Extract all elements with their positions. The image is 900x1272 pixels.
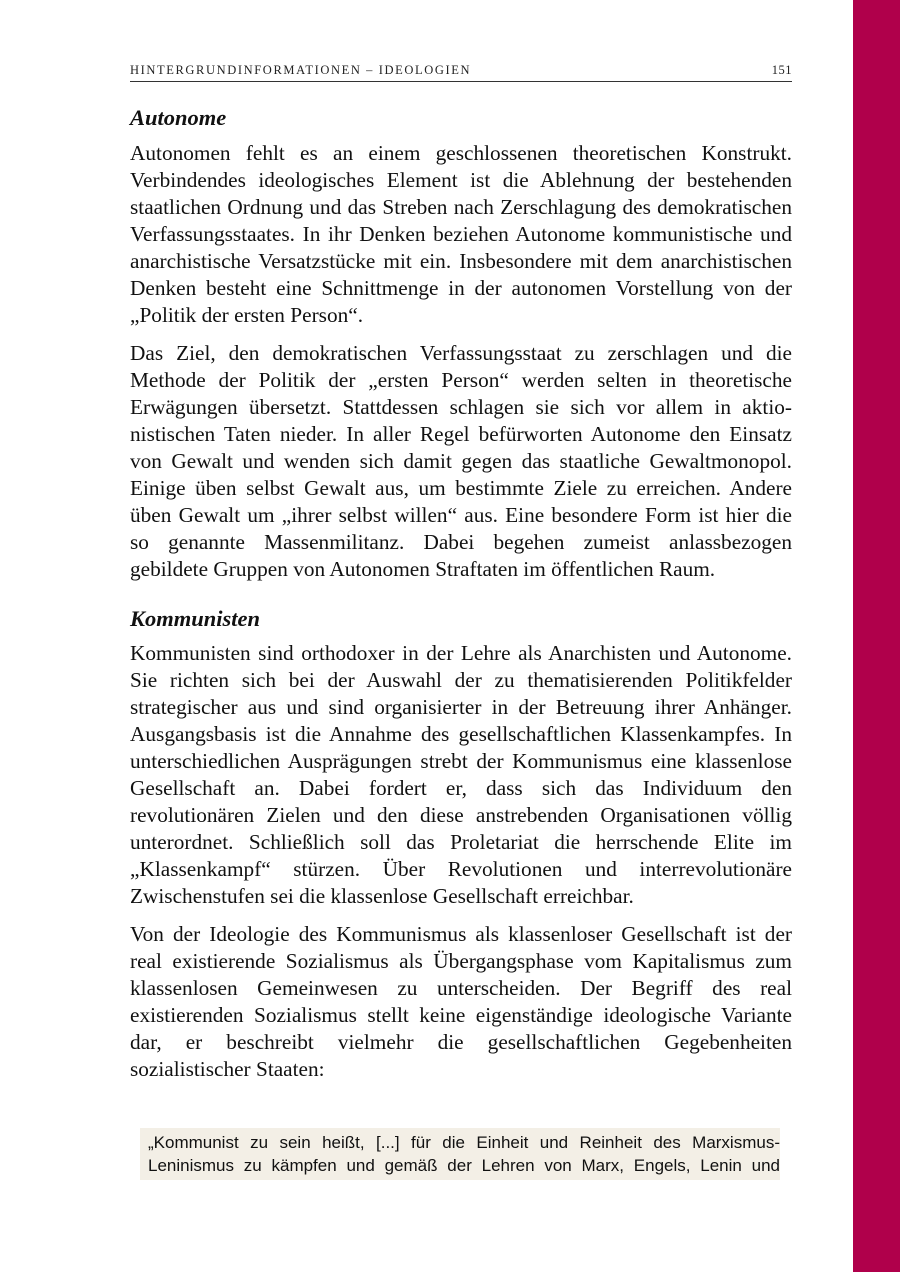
side-color-bar (853, 0, 900, 1272)
section-heading-autonome: Autonome (130, 105, 227, 130)
paragraph: Autonomen fehlt es an einem geschlossenen theoretischen Konstrukt. Verbindendes ideologisches Element ist die Ablehnung der bestehenden staatlichen Ordnung und das Streben nach Zerschlagung des demokratischen Verfassungsstaates. In ihr Denken beziehen Autonome kommunistische und anarchistische Versatzstücke mit ein. Insbesondere mit dem anarchistischen Denken besteht eine Schnittmenge in der autonomen Vorstellung von der „Politik der ersten Person“. (130, 141, 792, 327)
main-content (130, 100, 792, 1083)
paragraph: Kommunisten sind orthodoxer in der Lehre als Anarchisten und Autonome. Sie richten sich bei der Auswahl der zu thematisierenden Politikfelder strategischer aus und sind organisierter in der Betreuung ihrer Anhänger. Ausgangsbasis ist die Annahme des gesellschaftlichen Klassenkampfes. In unterschiedlichen Ausprägungen strebt der Kommunismus eine klassenlose Gesellschaft an. Dabei fordert er, dass sich das Individuum den revolutionären Zielen und den diese anstrebenden Organisationen völlig unterordnet. Schließlich soll das Proletariat die herrschende Elite im „Klassenkampf“ stürzen. Über Revolutionen und interrevolutionäre Zwischenstufen sei die klassenlose Gesellschaft erreichbar. (130, 641, 792, 908)
page-number: 151 (771, 63, 792, 77)
quote-box: „Kommunist zu sein heißt, [...] für die Einheit und Reinheit des Marxismus-Leninismus zu kämpfen und gemäß der Lehren von Marx, Engels, Lenin und (140, 1128, 780, 1180)
paragraph: Das Ziel, den demokratischen Verfassungsstaat zu zerschlagen und die Methode der Politik der „ersten Person“ werden selten in theoretische Erwägungen übersetzt. Stattdessen schlagen sie sich vor allem in aktionistischen Taten nieder. In aller Regel befürworten Autonome den Einsatz von Gewalt und wenden sich damit gegen das staatliche Gewaltmonopol. Einige üben selbst Gewalt aus, um bestimmte Ziele zu erreichen. Andere üben Gewalt um „ihrer selbst willen“ aus. Eine besondere Form ist hier die so genannte Massenmilitanz. Dabei begehen zumeist anlassbezogen gebildete Gruppen von Autonomen Straftaten im öffentlichen Raum. (130, 341, 792, 581)
running-title: HINTERGRUNDINFORMATIONEN – IDEOLOGIEN (130, 63, 472, 77)
paragraph: Von der Ideologie des Kommunismus als klassenloser Gesellschaft ist der real existierende Sozialismus als Übergangsphase vom Kapitalismus zum klassenlosen Gemeinwesen zu unterscheiden. Der Begriff des real existierenden Sozialismus stellt keine eigenständige ideologische Variante dar, er beschreibt vielmehr die gesellschaftlichen Gegebenheiten sozialistischer Staaten: (130, 922, 792, 1081)
running-header (130, 63, 792, 82)
section-heading-kommunisten: Kommunisten (130, 606, 261, 631)
